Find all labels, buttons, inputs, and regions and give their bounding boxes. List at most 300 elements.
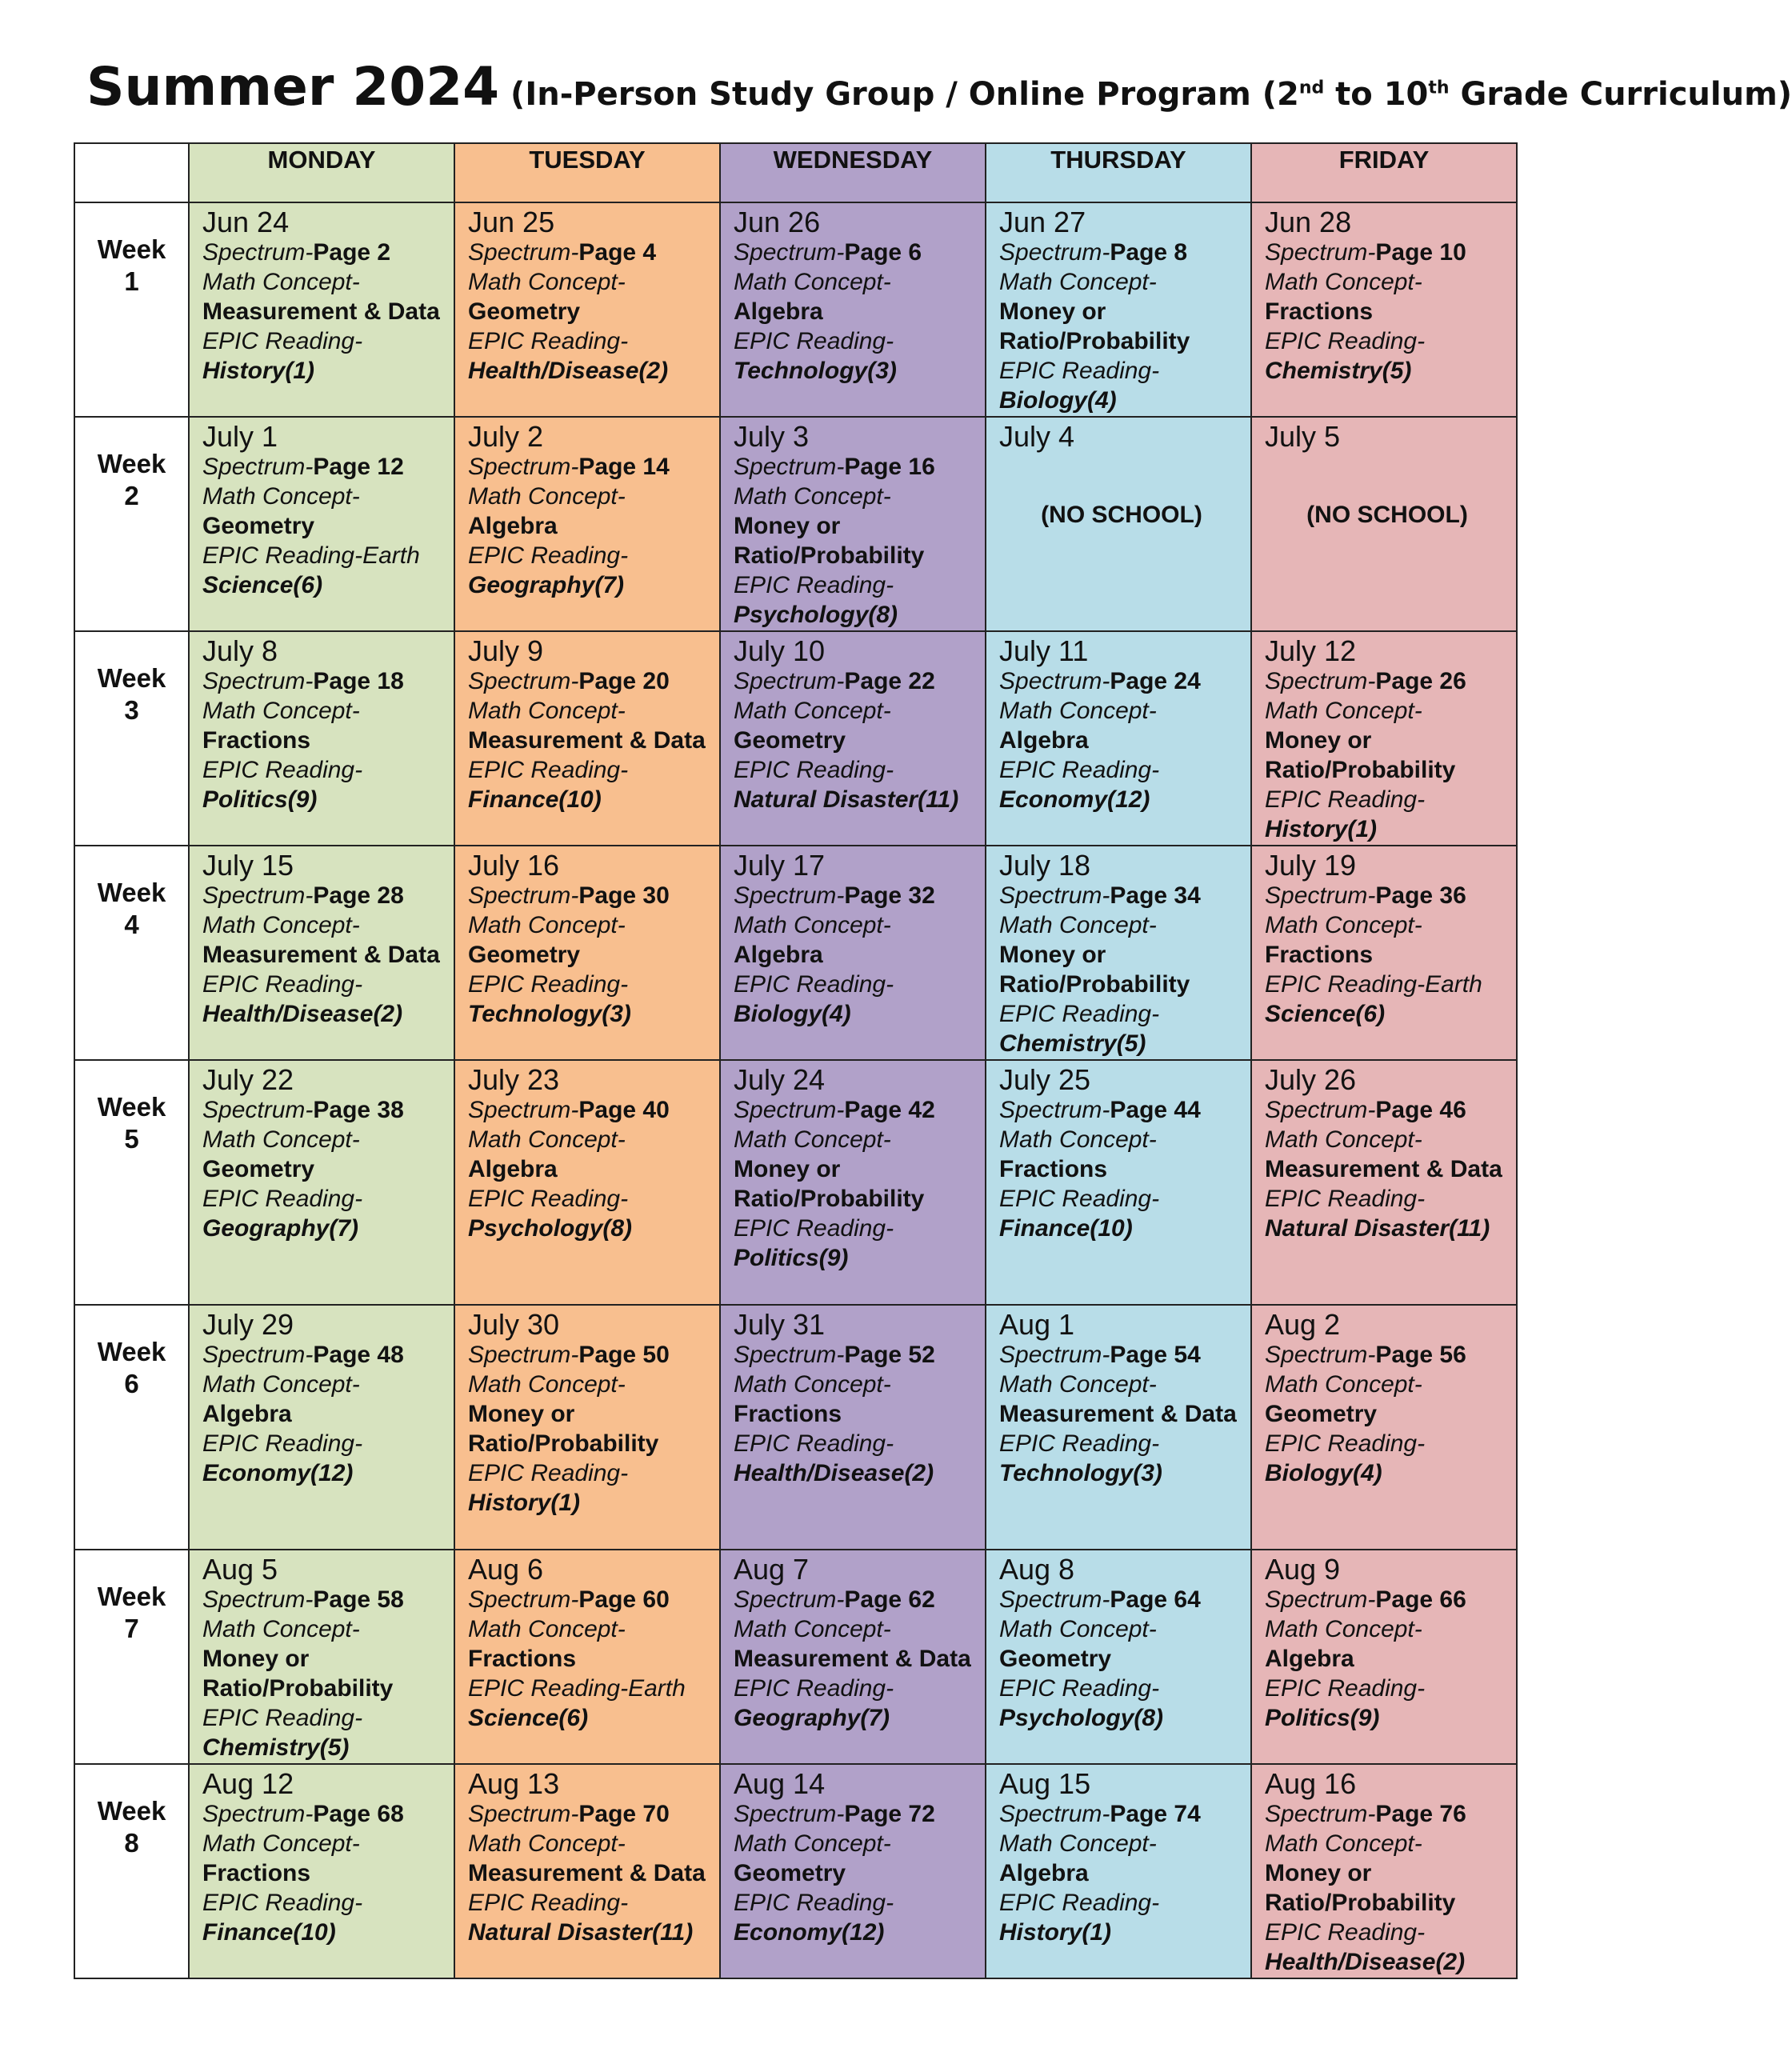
day-cell-monday xyxy=(189,1060,454,1305)
spectrum-label: Spectrum- xyxy=(468,239,579,266)
spectrum-line xyxy=(202,452,447,482)
spectrum-label: Spectrum- xyxy=(999,1342,1110,1368)
epic-reading-line xyxy=(468,541,713,570)
day-cell-wednesday xyxy=(720,1764,986,1978)
math-concept-topic: Measurement & Data xyxy=(734,1646,971,1672)
spectrum-line xyxy=(734,1799,978,1829)
math-concept-label: Math Concept- xyxy=(468,912,626,938)
day-cell-thursday xyxy=(986,631,1251,846)
math-concept-label: Math Concept- xyxy=(999,1126,1157,1153)
spectrum-line xyxy=(202,666,447,696)
date-label: July 11 xyxy=(999,634,1089,667)
math-concept-label: Math Concept- xyxy=(468,269,626,295)
epic-reading-topic: Technology(3) xyxy=(734,358,897,384)
week-label-cell xyxy=(74,631,189,846)
epic-reading-line xyxy=(468,755,713,785)
day-cell-friday xyxy=(1251,1764,1517,1978)
epic-reading-line xyxy=(734,570,978,600)
spectrum-page: Page 12 xyxy=(313,454,404,480)
day-content xyxy=(455,203,719,386)
spectrum-label: Spectrum- xyxy=(734,668,845,694)
date-label: July 18 xyxy=(999,849,1091,882)
epic-reading-topic: History(1) xyxy=(468,1490,581,1516)
date-label: July 24 xyxy=(734,1063,826,1096)
day-content xyxy=(1252,418,1516,530)
spectrum-line xyxy=(734,238,978,267)
math-concept-topic: Geometry xyxy=(468,942,581,968)
spectrum-label: Spectrum- xyxy=(202,1586,314,1613)
epic-reading-topic: Psychology(8) xyxy=(734,602,898,628)
spectrum-label: Spectrum- xyxy=(202,882,314,909)
epic-reading-line xyxy=(468,1184,713,1214)
day-content xyxy=(721,418,985,630)
date-label: July 29 xyxy=(202,1308,294,1341)
day-content xyxy=(986,203,1250,415)
day-content xyxy=(455,1306,719,1518)
math-concept-topic: Fractions xyxy=(1265,298,1374,325)
math-concept-label: Math Concept- xyxy=(202,1830,360,1857)
day-content xyxy=(1252,1765,1516,1977)
epic-reading-line xyxy=(734,326,978,356)
spectrum-label: Spectrum- xyxy=(734,882,845,909)
epic-reading-label: EPIC Reading- xyxy=(1265,328,1426,354)
spectrum-label: Spectrum- xyxy=(1265,1097,1376,1123)
week-number: 2 xyxy=(124,481,139,510)
math-concept-topic: Measurement & Data xyxy=(999,1401,1237,1427)
date-label: Aug 8 xyxy=(999,1553,1075,1586)
spectrum-line xyxy=(999,238,1244,267)
epic-reading-topic: Finance(10) xyxy=(999,1215,1133,1242)
date-label: Aug 9 xyxy=(1265,1553,1341,1586)
spectrum-line xyxy=(202,881,447,910)
day-cell-wednesday xyxy=(720,1305,986,1550)
epic-reading-label: EPIC Reading- xyxy=(468,971,629,998)
day-cell-wednesday xyxy=(720,417,986,631)
day-cell-tuesday xyxy=(454,1305,720,1550)
math-concept-label: Math Concept- xyxy=(1265,1126,1422,1153)
math-concept-label: Math Concept- xyxy=(734,1830,891,1857)
week-label: Week xyxy=(97,1582,166,1611)
day-cell-thursday xyxy=(986,1305,1251,1550)
title-sub-post: Grade Curriculum) xyxy=(1449,76,1792,113)
spectrum-line xyxy=(202,238,447,267)
epic-reading-topic: Chemistry(5) xyxy=(1265,358,1412,384)
date-label: July 17 xyxy=(734,849,826,882)
math-concept-label: Math Concept- xyxy=(1265,1371,1422,1398)
date-label: July 3 xyxy=(734,420,810,453)
epic-reading-line xyxy=(734,755,978,785)
math-concept-label: Math Concept- xyxy=(999,1616,1157,1642)
spectrum-line xyxy=(468,881,713,910)
math-concept-topic: Algebra xyxy=(468,1156,558,1182)
math-concept-label: Math Concept- xyxy=(202,269,360,295)
date-label: Aug 7 xyxy=(734,1553,810,1586)
week-label-cell xyxy=(74,1550,189,1764)
spectrum-label: Spectrum- xyxy=(734,454,845,480)
epic-reading-topic: Health/Disease(2) xyxy=(202,1001,403,1027)
day-cell-monday xyxy=(189,1305,454,1550)
date-label: Aug 16 xyxy=(1265,1767,1357,1800)
spectrum-line xyxy=(999,1340,1244,1370)
epic-reading-topic: Psychology(8) xyxy=(468,1215,633,1242)
math-concept-label: Math Concept- xyxy=(999,269,1157,295)
spectrum-page: Page 30 xyxy=(578,882,670,909)
day-cell-wednesday xyxy=(720,846,986,1060)
day-cell-monday xyxy=(189,202,454,417)
math-concept-topic: Measurement & Data xyxy=(468,727,706,754)
day-content xyxy=(190,846,454,1029)
week-row xyxy=(74,631,1517,846)
spectrum-page: Page 56 xyxy=(1375,1342,1466,1368)
spectrum-label: Spectrum- xyxy=(202,1342,314,1368)
math-concept-topic: Money or Ratio/Probability xyxy=(1265,1860,1456,1916)
spectrum-label: Spectrum- xyxy=(202,239,314,266)
no-school-label: (NO SCHOOL) xyxy=(1306,502,1468,528)
math-concept-topic: Money or Ratio/Probability xyxy=(202,1646,394,1702)
day-cell-friday xyxy=(1251,631,1517,846)
math-concept-label: Math Concept- xyxy=(734,1616,891,1642)
epic-reading-topic: Health/Disease(2) xyxy=(1265,1949,1466,1975)
day-content xyxy=(455,1550,719,1733)
spectrum-page: Page 2 xyxy=(313,239,391,266)
title-sup-1: nd xyxy=(1298,78,1325,98)
week-row xyxy=(74,1764,1517,1978)
epic-reading-topic: Natural Disaster(11) xyxy=(1265,1215,1490,1242)
spectrum-page: Page 18 xyxy=(313,668,404,694)
epic-reading-topic: Biology(4) xyxy=(999,387,1117,414)
day-cell-wednesday xyxy=(720,202,986,417)
epic-reading-line xyxy=(734,1888,978,1918)
epic-reading-line xyxy=(202,970,447,999)
day-content xyxy=(986,1765,1250,1947)
epic-reading-label: EPIC Reading- xyxy=(202,542,363,569)
spectrum-line xyxy=(734,1585,978,1614)
epic-reading-prefix: Earth xyxy=(1425,971,1482,998)
day-cell-monday xyxy=(189,1550,454,1764)
spectrum-line xyxy=(468,1095,713,1125)
week-label: Week xyxy=(97,878,166,907)
epic-reading-label: EPIC Reading- xyxy=(734,1890,894,1916)
no-school-label: (NO SCHOOL) xyxy=(1041,502,1202,528)
math-concept-label: Math Concept- xyxy=(1265,912,1422,938)
spectrum-page: Page 48 xyxy=(313,1342,404,1368)
math-concept-label: Math Concept- xyxy=(734,1126,891,1153)
epic-reading-label: EPIC Reading- xyxy=(1265,971,1426,998)
epic-reading-topic: Health/Disease(2) xyxy=(468,358,669,384)
epic-reading-label: EPIC Reading- xyxy=(999,1430,1160,1457)
day-content xyxy=(1252,1061,1516,1243)
spectrum-label: Spectrum- xyxy=(999,1801,1110,1827)
date-label: July 19 xyxy=(1265,849,1357,882)
date-label: July 23 xyxy=(468,1063,560,1096)
math-concept-label: Math Concept- xyxy=(202,483,360,510)
page-title xyxy=(86,56,1792,128)
day-cell-friday xyxy=(1251,1060,1517,1305)
epic-reading-topic: Chemistry(5) xyxy=(202,1734,350,1761)
epic-reading-label: EPIC Reading- xyxy=(468,542,629,569)
math-concept-topic: Algebra xyxy=(734,942,823,968)
math-concept-topic: Measurement & Data xyxy=(1265,1156,1502,1182)
week-row xyxy=(74,1060,1517,1305)
math-concept-topic: Money or Ratio/Probability xyxy=(999,942,1190,998)
date-label: Aug 5 xyxy=(202,1553,278,1586)
math-concept-topic: Fractions xyxy=(468,1646,577,1672)
day-content xyxy=(190,632,454,814)
day-header-wednesday: WEDNESDAY xyxy=(720,143,986,202)
math-concept-topic: Measurement & Data xyxy=(202,298,440,325)
math-concept-label: Math Concept- xyxy=(202,1126,360,1153)
math-concept-label: Math Concept- xyxy=(734,483,891,510)
epic-reading-topic: Science(6) xyxy=(1265,1001,1386,1027)
math-concept-topic: Measurement & Data xyxy=(202,942,440,968)
epic-reading-line xyxy=(1265,785,1510,814)
spectrum-page: Page 74 xyxy=(1110,1801,1201,1827)
epic-reading-topic: Natural Disaster(11) xyxy=(468,1919,694,1946)
spectrum-page: Page 4 xyxy=(578,239,657,266)
math-concept-topic: Geometry xyxy=(734,727,846,754)
week-row xyxy=(74,1305,1517,1550)
math-concept-label: Math Concept- xyxy=(734,1371,891,1398)
day-cell-wednesday xyxy=(720,1060,986,1305)
date-label: Aug 6 xyxy=(468,1553,544,1586)
week-number: 8 xyxy=(124,1828,139,1858)
week-row xyxy=(74,417,1517,631)
date-label: Jun 27 xyxy=(999,206,1086,238)
header-row xyxy=(74,143,1517,202)
math-concept-topic: Geometry xyxy=(202,513,315,539)
spectrum-page: Page 42 xyxy=(844,1097,935,1123)
spectrum-page: Page 52 xyxy=(844,1342,935,1368)
day-cell-tuesday xyxy=(454,631,720,846)
math-concept-label: Math Concept- xyxy=(1265,698,1422,724)
day-content xyxy=(455,1765,719,1947)
spectrum-page: Page 60 xyxy=(578,1586,670,1613)
math-concept-label: Math Concept- xyxy=(999,1371,1157,1398)
day-cell-thursday xyxy=(986,1060,1251,1305)
day-cell-tuesday xyxy=(454,1550,720,1764)
epic-reading-label: EPIC Reading- xyxy=(734,1215,894,1242)
day-cell-monday xyxy=(189,1764,454,1978)
spectrum-page: Page 32 xyxy=(844,882,935,909)
spectrum-page: Page 50 xyxy=(578,1342,670,1368)
spectrum-label: Spectrum- xyxy=(1265,1586,1376,1613)
spectrum-page: Page 62 xyxy=(844,1586,935,1613)
epic-reading-label: EPIC Reading- xyxy=(734,328,894,354)
spectrum-page: Page 66 xyxy=(1375,1586,1466,1613)
day-cell-wednesday xyxy=(720,631,986,846)
epic-reading-topic: History(1) xyxy=(202,358,315,384)
spectrum-line xyxy=(734,1340,978,1370)
spectrum-line xyxy=(734,881,978,910)
title-subtitle xyxy=(510,76,1792,113)
math-concept-label: Math Concept- xyxy=(468,1830,626,1857)
spectrum-line xyxy=(1265,1095,1510,1125)
epic-reading-topic: Politics(9) xyxy=(202,786,318,813)
epic-reading-topic: Biology(4) xyxy=(1265,1460,1382,1486)
date-label: Aug 13 xyxy=(468,1767,560,1800)
spectrum-page: Page 44 xyxy=(1110,1097,1201,1123)
epic-reading-line xyxy=(202,1888,447,1918)
day-content xyxy=(986,1306,1250,1488)
math-concept-topic: Measurement & Data xyxy=(468,1860,706,1886)
math-concept-label: Math Concept- xyxy=(999,912,1157,938)
epic-reading-line xyxy=(202,1184,447,1214)
math-concept-label: Math Concept- xyxy=(468,1126,626,1153)
epic-reading-label: EPIC Reading- xyxy=(202,971,363,998)
epic-reading-line xyxy=(1265,970,1510,999)
spectrum-line xyxy=(1265,881,1510,910)
week-row xyxy=(74,1550,1517,1764)
math-concept-label: Math Concept- xyxy=(468,483,626,510)
day-cell-monday xyxy=(189,631,454,846)
day-cell-thursday xyxy=(986,1764,1251,1978)
date-label: Jun 26 xyxy=(734,206,821,238)
date-label: July 22 xyxy=(202,1063,294,1096)
date-label: July 10 xyxy=(734,634,826,667)
spectrum-page: Page 54 xyxy=(1110,1342,1201,1368)
math-concept-label: Math Concept- xyxy=(202,1616,360,1642)
math-concept-topic: Algebra xyxy=(999,727,1089,754)
spectrum-page: Page 14 xyxy=(578,454,670,480)
spectrum-page: Page 20 xyxy=(578,668,670,694)
week-number: 5 xyxy=(124,1124,139,1154)
epic-reading-line xyxy=(202,1429,447,1458)
spectrum-page: Page 28 xyxy=(313,882,404,909)
day-content xyxy=(1252,846,1516,1029)
date-label: July 9 xyxy=(468,634,544,667)
epic-reading-label: EPIC Reading- xyxy=(734,572,894,598)
epic-reading-label: EPIC Reading- xyxy=(734,757,894,783)
epic-reading-line xyxy=(999,1429,1244,1458)
spectrum-line xyxy=(468,1799,713,1829)
epic-reading-topic: Geography(7) xyxy=(734,1705,890,1731)
epic-reading-label: EPIC Reading- xyxy=(468,1186,629,1212)
spectrum-page: Page 8 xyxy=(1110,239,1188,266)
spectrum-label: Spectrum- xyxy=(734,1342,845,1368)
math-concept-topic: Money or Ratio/Probability xyxy=(1265,727,1456,783)
epic-reading-label: EPIC Reading- xyxy=(202,328,363,354)
spectrum-line xyxy=(999,1095,1244,1125)
day-content xyxy=(721,1550,985,1733)
math-concept-topic: Fractions xyxy=(734,1401,842,1427)
math-concept-label: Math Concept- xyxy=(1265,1830,1422,1857)
epic-reading-line xyxy=(468,970,713,999)
date-label: July 5 xyxy=(1265,420,1341,453)
math-concept-topic: Fractions xyxy=(202,1860,311,1886)
epic-reading-label: EPIC Reading- xyxy=(999,1186,1160,1212)
epic-reading-topic: Politics(9) xyxy=(1265,1705,1380,1731)
epic-reading-line xyxy=(202,755,447,785)
epic-reading-topic: Chemistry(5) xyxy=(999,1030,1146,1057)
day-cell-friday xyxy=(1251,846,1517,1060)
math-concept-label: Math Concept- xyxy=(202,1371,360,1398)
day-cell-friday xyxy=(1251,1550,1517,1764)
day-content xyxy=(721,632,985,814)
spectrum-label: Spectrum- xyxy=(468,454,579,480)
spectrum-line xyxy=(202,1585,447,1614)
week-label: Week xyxy=(97,234,166,264)
date-label: Aug 2 xyxy=(1265,1308,1341,1341)
date-label: July 2 xyxy=(468,420,544,453)
math-concept-label: Math Concept- xyxy=(468,698,626,724)
epic-reading-topic: Geography(7) xyxy=(202,1215,359,1242)
spectrum-label: Spectrum- xyxy=(1265,1801,1376,1827)
week-label: Week xyxy=(97,663,166,693)
spectrum-page: Page 68 xyxy=(313,1801,404,1827)
spectrum-line xyxy=(1265,1340,1510,1370)
math-concept-topic: Algebra xyxy=(734,298,823,325)
spectrum-label: Spectrum- xyxy=(999,882,1110,909)
math-concept-topic: Fractions xyxy=(202,727,311,754)
epic-reading-topic: Science(6) xyxy=(468,1705,589,1731)
date-label: July 31 xyxy=(734,1308,826,1341)
date-label: Jun 28 xyxy=(1265,206,1352,238)
spectrum-label: Spectrum- xyxy=(1265,668,1376,694)
spectrum-page: Page 58 xyxy=(313,1586,404,1613)
day-content xyxy=(455,418,719,600)
math-concept-topic: Algebra xyxy=(468,513,558,539)
math-concept-label: Math Concept- xyxy=(1265,269,1422,295)
spectrum-label: Spectrum- xyxy=(468,1097,579,1123)
spectrum-page: Page 26 xyxy=(1375,668,1466,694)
math-concept-topic: Money or Ratio/Probability xyxy=(468,1401,659,1457)
day-cell-tuesday xyxy=(454,846,720,1060)
day-cell-friday xyxy=(1251,417,1517,631)
epic-reading-topic: Finance(10) xyxy=(468,786,602,813)
spectrum-page: Page 76 xyxy=(1375,1801,1466,1827)
title-main: Summer 2024 xyxy=(86,56,500,118)
epic-reading-line xyxy=(202,1703,447,1733)
spectrum-line xyxy=(1265,1585,1510,1614)
day-content xyxy=(1252,632,1516,844)
week-label-cell xyxy=(74,1305,189,1550)
day-content xyxy=(986,418,1250,530)
spectrum-line xyxy=(999,666,1244,696)
week-label-cell xyxy=(74,202,189,417)
date-label: July 16 xyxy=(468,849,560,882)
spectrum-line xyxy=(468,1585,713,1614)
week-label-cell xyxy=(74,1764,189,1978)
schedule-table xyxy=(74,142,1518,1979)
spectrum-line xyxy=(1265,238,1510,267)
day-cell-thursday xyxy=(986,417,1251,631)
math-concept-topic: Fractions xyxy=(999,1156,1108,1182)
spectrum-label: Spectrum- xyxy=(1265,239,1376,266)
spectrum-page: Page 24 xyxy=(1110,668,1201,694)
day-cell-monday xyxy=(189,417,454,631)
spectrum-page: Page 64 xyxy=(1110,1586,1201,1613)
epic-reading-topic: Economy(12) xyxy=(202,1460,354,1486)
spectrum-page: Page 70 xyxy=(578,1801,670,1827)
date-label: July 25 xyxy=(999,1063,1091,1096)
spectrum-label: Spectrum- xyxy=(468,1342,579,1368)
week-number: 4 xyxy=(124,910,139,939)
spectrum-line xyxy=(999,1799,1244,1829)
epic-reading-label: EPIC Reading- xyxy=(202,1705,363,1731)
epic-reading-line xyxy=(468,1888,713,1918)
epic-reading-label: EPIC Reading- xyxy=(468,1890,629,1916)
epic-reading-topic: Finance(10) xyxy=(202,1919,336,1946)
epic-reading-topic: Natural Disaster(11) xyxy=(734,786,959,813)
epic-reading-label: EPIC Reading- xyxy=(202,757,363,783)
day-content xyxy=(986,1550,1250,1733)
math-concept-topic: Money or Ratio/Probability xyxy=(999,298,1190,354)
spectrum-label: Spectrum- xyxy=(734,1801,845,1827)
day-content xyxy=(190,203,454,386)
day-content xyxy=(986,1061,1250,1243)
math-concept-label: Math Concept- xyxy=(734,269,891,295)
epic-reading-label: EPIC Reading- xyxy=(734,1430,894,1457)
